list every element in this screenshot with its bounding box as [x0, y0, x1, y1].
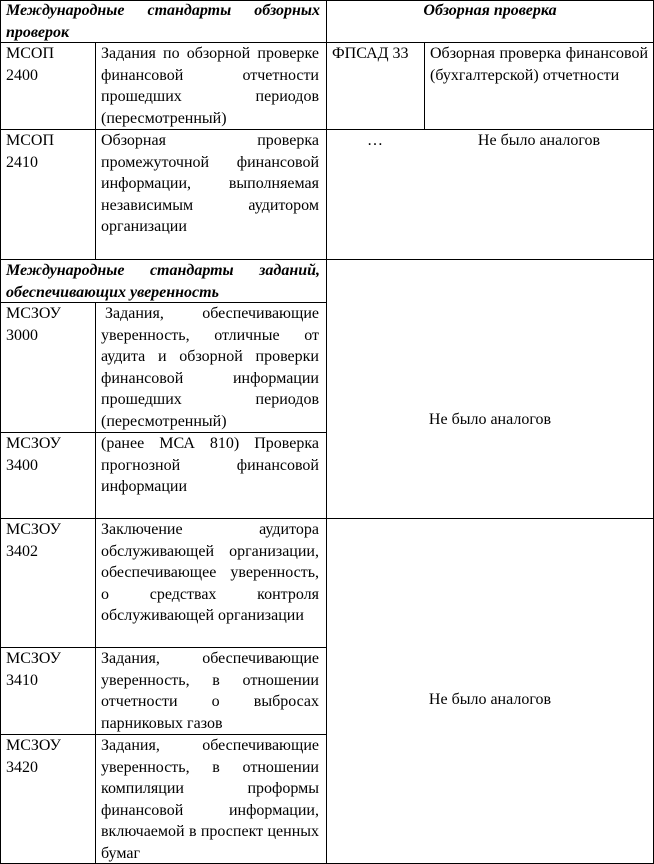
- standard-code: МСОП 2400: [6, 45, 55, 84]
- standard-code: МСЗОУ 3400: [6, 435, 61, 474]
- no-analog-label: Не было аналогов: [428, 691, 552, 708]
- ru-standard-title: Обзорная проверка финансовой (бухгалтерской) отчетности: [430, 45, 648, 84]
- standard-code: МСЗОУ 3420: [6, 737, 61, 776]
- standard-code: МСЗОУ 3000: [6, 305, 61, 344]
- standard-title: Задания по обзорной проверке финансовой отчетности прошедших периодов (пересмотренный): [101, 45, 319, 127]
- standard-code: МСОП 2410: [6, 132, 55, 171]
- standard-code: МСЗОУ 3410: [6, 650, 61, 689]
- standard-title: Задания, обеспечивающие уверенность, в отношении компиляции проформы финансовой информации, включаемой в проспект ценных бумаг: [101, 737, 319, 862]
- ru-standard-code: ФПСАД 33: [332, 45, 409, 62]
- column-divider: [95, 42, 96, 259]
- table-border-left: [0, 0, 1, 864]
- no-analog-label: Не было аналогов: [428, 411, 552, 428]
- column-divider: [95, 302, 96, 864]
- standard-code: МСЗОУ 3402: [6, 521, 61, 560]
- header-right-title: Обзорная проверка: [423, 2, 557, 19]
- assurance-section-title: Международные стандарты заданий, обеспечивающих уверенность: [6, 262, 320, 301]
- header-left-title: Международные стандарты обзорных проверок: [6, 2, 320, 41]
- standard-title: (ранее МСА 810) Проверка прогнозной финансовой информации: [101, 435, 319, 495]
- standard-title: Заключение аудитора обслуживающей организации, обеспечивающее уверенность, о средствах контроля обслуживающей организации: [101, 521, 319, 624]
- row-divider: [0, 518, 654, 519]
- column-divider: [424, 42, 425, 129]
- standard-title: Задания, обеспечивающие уверенность, отличные от аудита и обзорной проверки финансовой информации прошедших периодов (пересмотренный): [101, 305, 319, 430]
- standard-title: Задания, обеспечивающие уверенность, в отношении отчетности о выбросах парниковых газов: [101, 650, 319, 732]
- standard-title: Обзорная проверка промежуточной финансовой информации, выполняемая независимым аудитором организации: [101, 132, 319, 235]
- ru-standard-code: …: [367, 132, 383, 149]
- ru-standard-title: Не было аналогов: [477, 132, 601, 149]
